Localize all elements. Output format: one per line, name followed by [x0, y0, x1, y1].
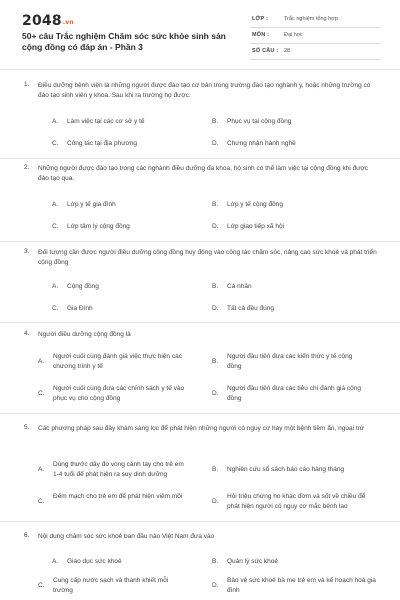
- site-logo[interactable]: [22, 13, 74, 29]
- question-divider: [0, 521, 400, 522]
- document-title: 50+ câu Trắc nghiệm Chăm sóc sức khỏe sinh sản cộng đồng có đáp án - Phần 3: [22, 31, 226, 52]
- question-divider: [0, 413, 400, 414]
- option-letter: B.: [212, 558, 219, 565]
- meta-key: MÔN :: [252, 32, 270, 38]
- option-text: Cộng đồng: [67, 283, 99, 290]
- option-letter: D.: [212, 305, 219, 312]
- option-text: Công tác tại địa phương: [67, 140, 138, 147]
- option-letter: A.: [38, 466, 45, 473]
- option-letter: A.: [38, 358, 45, 365]
- option-letter: D.: [212, 390, 219, 397]
- option-letter: D.: [212, 498, 219, 505]
- option-letter: D.: [212, 140, 219, 147]
- option-letter: B.: [212, 466, 219, 473]
- question-divider: [0, 322, 400, 323]
- meta-key: LỚP :: [252, 16, 268, 22]
- question-text: Đối tượng cần được người điều dưỡng cộng đồng huy động vào công tác chăm sóc, nâng cao sức khoẻ và phát triển cộng đồng: [38, 249, 377, 266]
- option-text: Cung cấp nước sạch và thanh khiết mỗi trường: [53, 577, 169, 594]
- option-text: Người đầu tiên đưa các kiến thức y tế cộng đồng: [227, 353, 353, 370]
- option-text: Nghiên cứu sổ sách báo cáo hàng tháng: [227, 466, 345, 473]
- option-letter: D.: [212, 223, 219, 230]
- question-number: 2.: [24, 164, 30, 171]
- logo-tld: .vn: [62, 19, 74, 26]
- option-letter: A.: [52, 283, 59, 290]
- option-text: Người đầu tiên đưa các tiêu chí đánh giá cộng đồng: [227, 385, 362, 402]
- question-text: Điều dưỡng bệnh viện là những người được đào tạo cơ bản trong trường đào tạo nghành y, hoặc những trường có đào tạo sinh viên y khoa. Sau khi ra trường họ được.: [38, 82, 371, 99]
- option-letter: C.: [38, 498, 45, 505]
- question-number: 5.: [24, 424, 30, 431]
- option-text: Lớp y tế cộng đồng: [227, 201, 283, 208]
- question-text: Các phương pháp sau đây khám sàng lọc để phát hiện những người có nguy cơ hay một bệnh tiềm ẩn, ngoại trừ: [38, 425, 365, 432]
- meta-row-count: [250, 44, 380, 60]
- option-letter: B.: [212, 118, 219, 125]
- page-header: [0, 0, 400, 70]
- option-letter: A.: [52, 558, 59, 565]
- option-letter: A.: [52, 201, 59, 208]
- question-divider: [0, 158, 400, 159]
- question-number: 4.: [24, 330, 30, 337]
- question-number: 6.: [24, 532, 30, 539]
- option-letter: C.: [38, 582, 45, 589]
- option-text: Người cuối cùng đưa các chính sách y tế vào phục vụ cho cộng đồng: [53, 385, 185, 402]
- question-text: Người điều dưỡng cộng đồng là: [38, 331, 131, 338]
- option-letter: B.: [212, 201, 219, 208]
- question-divider: [0, 241, 400, 242]
- meta-value: 28: [284, 48, 291, 54]
- option-letter: B.: [212, 283, 219, 290]
- option-text: Cá nhân: [227, 283, 252, 290]
- option-text: Quản lý sức khoẻ: [227, 558, 278, 565]
- meta-row-class: [250, 12, 380, 28]
- question-number: 1.: [24, 81, 30, 88]
- option-text: Gia Đình: [67, 305, 93, 312]
- question-text: Những người được đào tạo trong các nghành điều dưỡng đa khoa, hộ sinh có thể làm việc tại cộng đồng khi được đào tạo qua.: [38, 165, 369, 182]
- option-text: Bảo vệ sức khoẻ bà mẹ trẻ em và kế hoạch hoá gia đình: [227, 577, 376, 594]
- meta-key: SỐ CÂU :: [252, 48, 279, 54]
- option-letter: C.: [52, 223, 59, 230]
- option-letter: D.: [212, 582, 219, 589]
- option-text: Làm việc tại các cơ sở y tế: [67, 118, 145, 125]
- meta-row-subject: [250, 28, 380, 44]
- option-letter: B.: [212, 358, 219, 365]
- option-text: Đếm mạch cho trẻ em để phát hiện viêm mồi: [53, 493, 183, 500]
- meta-value: Trắc nghiệm tổng hợp: [284, 16, 338, 22]
- header-divider: [0, 69, 400, 70]
- option-letter: A.: [52, 118, 59, 125]
- option-text: Chưng nhận hành nghề: [227, 140, 296, 147]
- option-text: Hỏi triệu chứng ho khạc đờm và sốt về chiều để phát hiện người có nguy cơ mắc bệnh lao: [227, 493, 366, 510]
- question-number: 3.: [24, 248, 30, 255]
- option-letter: C.: [38, 390, 45, 397]
- option-letter: C.: [52, 305, 59, 312]
- option-text: Lớp tâm lý cộng đồng: [67, 223, 130, 230]
- option-text: Lớp giao tiếp xã hội: [227, 223, 285, 230]
- question-text: Nội dung chăm sóc sức khoẻ ban đầu nào Việt Nam đưa vào: [38, 533, 215, 540]
- option-text: Dùng thước dây đo vòng cánh tay cho trẻ em 1-4 tuổi để phát hiện ra suy dinh dưỡng: [53, 461, 184, 478]
- option-text: Giáo dục sức khoẻ: [67, 558, 122, 565]
- option-text: Người cuối cùng đánh giá việc thực hiện các chương trình y tế: [53, 353, 182, 370]
- meta-table: [250, 12, 380, 60]
- option-text: Phục vụ tại cộng đồng: [227, 118, 292, 125]
- meta-value: Đại học: [284, 32, 303, 38]
- option-text: Lớp y tế gia đình: [67, 201, 116, 208]
- option-letter: C.: [52, 140, 59, 147]
- logo-text: 2048: [22, 13, 62, 29]
- option-text: Tất cả đều đúng: [227, 305, 274, 312]
